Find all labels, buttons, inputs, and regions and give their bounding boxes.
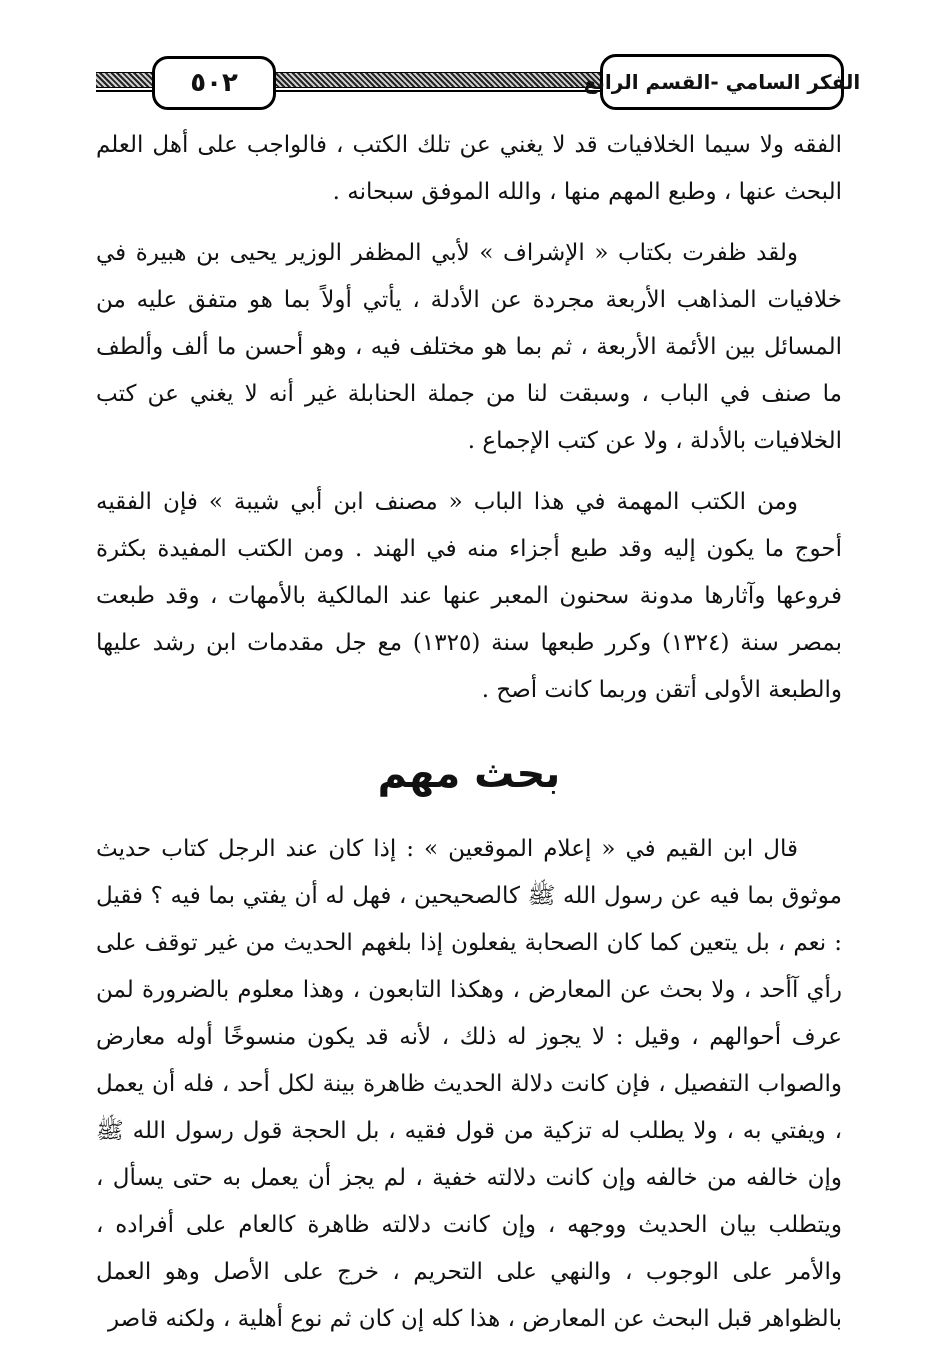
page-body: [96, 122, 842, 1343]
paragraph-al-ishraf: ولقد ظفرت بكتاب « الإشراف » لأبي المظفر الوزير يحيى بن هبيرة في خلافيات المذاهب الأربعة مجردة عن الأدلة ، يأتي أولاً بما هو متفق عليه من المسائل بين الأئمة الأربعة ، ثم بما هو مختلف فيه ، وهو أحسن ما ألف وألطف ما صنف في الباب ، وسبقت لنا من جملة الحنابلة غير أنه لا يغني عن كتب الخلافيات بالأدلة ، ولا عن كتب الإجماع .: [96, 240, 842, 454]
paragraph-ibn-al-qayyim: قال ابن القيم في « إعلام الموقعين » : إذا كان عند الرجل كتاب حديث موثوق بما فيه عن رسول الله ﷺ كالصحيحين ، فهل له أن يفتي بما فيه ؟ فقيل : نعم ، بل يتعين كما كان الصحابة يفعلون إذا بلغهم الحديث من غير توقف على رأي آأحد ، ولا بحث عن المعارض ، وهكذا التابعون ، وهذا معلوم بالضرورة لمن عرف أحوالهم ، وقيل : لا يجوز له ذلك ، لأنه قد يكون منسوخًا أوله معارض والصواب التفصيل ، فإن كانت دلالة الحديث ظاهرة بينة لكل أحد ، فله أن يعمل ، ويفتي به ، ولا يطلب له تزكية من قول فقيه ، بل الحجة قول رسول الله ﷺ وإن خالفه من خالفه وإن كانت دلالته خفية ، لم يجز أن يعمل به حتى يسأل ، ويتطلب بيان الحديث ووجهه ، وإن كانت دلالته ظاهرة كالعام على أفراده ، والأمر على الوجوب ، والنهي على التحريم ، خرج على الأصل وهو العمل بالظواهر قبل البحث عن المعارض ، هذا كله إن كان ثم نوع أهلية ، ولكنه قاصر: [96, 836, 842, 1332]
page-number: ٥٠٢: [152, 56, 276, 110]
page-header: [96, 50, 861, 112]
section-heading: بحث مهم: [377, 751, 561, 797]
paragraph-continuation: الفقه ولا سيما الخلافيات قد لا يغني عن تلك الكتب ، فالواجب على أهل العلم البحث عنها ، وطبع المهم منها ، والله الموفق سبحانه .: [96, 132, 842, 205]
paragraph-musannaf: ومن الكتب المهمة في هذا الباب « مصنف ابن أبي شيبة » فإن الفقيه أحوج ما يكون إليه وقد طبع أجزاء منه في الهند . ومن الكتب المفيدة بكثرة فروعها وآثارها مدونة سحنون المعبر عنها عند المالكية بالأمهات ، وقد طبعت بمصر سنة (١٣٢٤) وكرر طبعها سنة (١٣٢٥) مع جل مقدمات ابن رشد عليها والطبعة الأولى أتقن وربما كانت أصح .: [96, 489, 842, 703]
running-title: الفكر السامي -القسم الرابع: [600, 54, 844, 110]
